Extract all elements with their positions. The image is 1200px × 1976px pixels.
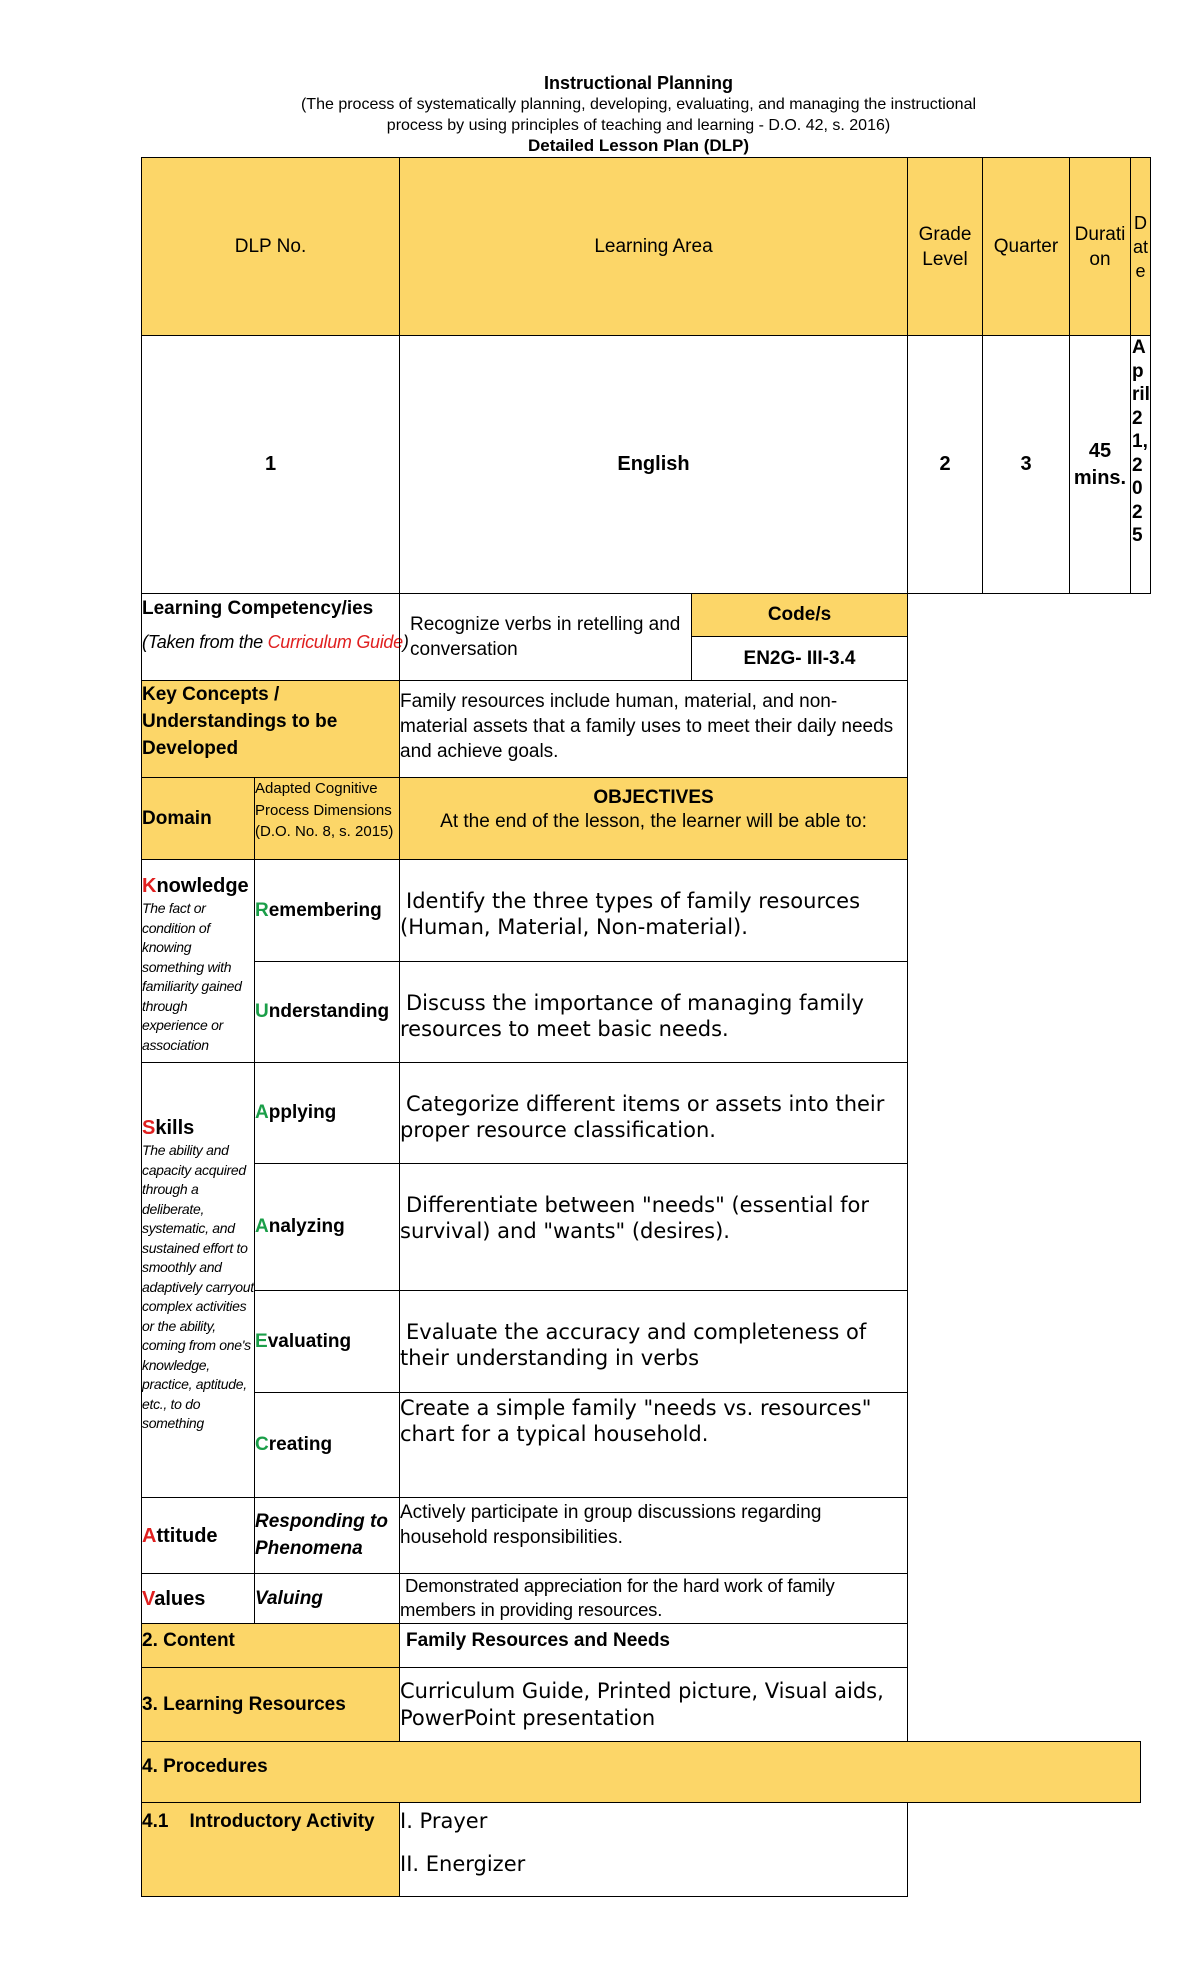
competency-source-note (142, 630, 409, 654)
applying-objective: Categorize different items or assets into their proper resource classification. (399, 1062, 908, 1164)
quarter-value: 3 (982, 335, 1070, 594)
understanding-cell (254, 961, 400, 1063)
adapted-cognitive-header: Adapted Cognitive Process Dimensions (D.O. No. 8, s. 2015) (254, 777, 400, 860)
creating-initial: C (255, 1434, 269, 1455)
knowledge-description: The fact or condition of knowing something with familiarity gained through experience or association (142, 900, 242, 1053)
values-rest: alues (154, 1587, 206, 1610)
attitude-objective: Actively participate in group discussions regarding household responsibilities. (399, 1497, 908, 1574)
knowledge-domain-cell (141, 859, 255, 1063)
grade-level-header: Grade Level (907, 157, 983, 336)
learning-resources-label: 3. Learning Resources (141, 1667, 400, 1742)
values-cell (141, 1573, 255, 1624)
document-subtitle-line1: (The process of systematically planning, developing, evaluating, and managing the instructional (300, 96, 977, 113)
introductory-item: I. Prayer (400, 1809, 488, 1833)
skills-initial: S (142, 1117, 156, 1139)
duration-value: 45 mins. (1069, 335, 1131, 594)
applying-initial: A (255, 1102, 269, 1123)
attitude-process: Responding to Phenomena (254, 1497, 400, 1574)
knowledge-initial: K (142, 875, 157, 897)
key-concepts-text: Family resources include human, material, and non-material assets that a family uses to meet their daily needs and achieve goals. (399, 680, 908, 778)
attitude-rest: ttitude (156, 1524, 218, 1547)
quarter-header: Quarter (982, 157, 1070, 336)
remembering-initial: R (255, 899, 269, 921)
dlp-no-value: 1 (141, 335, 400, 594)
objectives-title: OBJECTIVES (593, 787, 714, 808)
values-initial: V (142, 1587, 155, 1610)
curriculum-guide-link: Curriculum Guide (267, 632, 403, 652)
learning-area-value: English (399, 335, 908, 594)
dlp-no-header: DLP No. (141, 157, 400, 336)
skills-label (142, 1115, 254, 1141)
domain-header: Domain (141, 777, 255, 860)
objectives-subtitle: At the end of the lesson, the learner will be able to: (440, 811, 867, 832)
skills-domain-cell (141, 1062, 255, 1498)
procedures-label: 4. Procedures (141, 1741, 1141, 1803)
code-label: Code/s (691, 593, 908, 637)
skills-rest: kills (155, 1117, 195, 1139)
duration-header: Duration (1069, 157, 1131, 336)
competency-label: Learning Competency/ies (142, 598, 374, 619)
skills-description: The ability and capacity acquired through a deliberate, systematic, and sustained effort to smoothly and adaptively carryout complex activities or the ability, coming from one's knowledge, practice, aptitude, etc., to do something (142, 1142, 254, 1431)
attitude-initial: A (142, 1524, 157, 1547)
evaluating-cell (254, 1290, 400, 1393)
analyzing-cell (254, 1163, 400, 1291)
understanding-objective: Discuss the importance of managing family resources to meet basic needs. (399, 961, 908, 1063)
knowledge-label (142, 873, 254, 899)
competency-note-prefix: (Taken from the (142, 632, 268, 652)
evaluating-rest: valuating (267, 1330, 352, 1352)
date-value: April 21, 2025 (1130, 335, 1151, 594)
key-concepts-label: Key Concepts / Understandings to be Developed (141, 680, 400, 778)
competency-label-cell (141, 593, 409, 681)
code-value: EN2G- III-3.4 (691, 636, 908, 681)
document-subtitle-line2: process by using principles of teaching and learning - D.O. 42, s. 2016) (386, 117, 891, 134)
analyzing-objective: Differentiate between "needs" (essential for survival) and "wants" (desires). (399, 1163, 908, 1291)
remembering-rest: emembering (268, 899, 382, 921)
creating-objective: Create a simple family "needs vs. resources" chart for a typical household. (399, 1392, 908, 1498)
learning-area-header: Learning Area (399, 157, 908, 336)
competency-note-suffix: ) (402, 632, 409, 652)
analyzing-initial: A (255, 1216, 269, 1237)
introductory-activity-items (399, 1802, 908, 1897)
remembering-objective: Identify the three types of family resources (Human, Material, Non-material). (399, 859, 908, 962)
attitude-cell (141, 1497, 255, 1574)
values-process: Valuing (254, 1573, 400, 1624)
values-objective: Demonstrated appreciation for the hard work of family members in providing resources. (399, 1573, 908, 1624)
applying-rest: pplying (268, 1102, 337, 1123)
creating-rest: reating (268, 1434, 333, 1455)
evaluating-initial: E (255, 1330, 268, 1352)
knowledge-rest: nowledge (156, 875, 249, 897)
remembering-cell (254, 859, 400, 962)
objectives-header-cell (399, 777, 908, 860)
learning-resources-text: Curriculum Guide, Printed picture, Visual aids, PowerPoint presentation (399, 1667, 908, 1742)
introductory-item: II. Energizer (400, 1852, 526, 1876)
understanding-initial: U (255, 1001, 269, 1022)
content-text: Family Resources and Needs (399, 1623, 908, 1668)
date-header: Date (1130, 157, 1151, 336)
applying-cell (254, 1062, 400, 1164)
creating-cell (254, 1392, 400, 1498)
introductory-activity-label: 4.1 Introductory Activity (141, 1802, 400, 1897)
content-label: 2. Content (141, 1623, 400, 1668)
evaluating-objective: Evaluate the accuracy and completeness of their understanding in verbs (399, 1290, 908, 1393)
grade-level-value: 2 (907, 335, 983, 594)
competency-text: Recognize verbs in retelling and conversation (399, 593, 692, 681)
understanding-rest: nderstanding (268, 1001, 390, 1022)
document-title: Instructional Planning (543, 73, 733, 93)
plan-title: Detailed Lesson Plan (DLP) (527, 136, 750, 155)
analyzing-rest: nalyzing (268, 1216, 345, 1237)
